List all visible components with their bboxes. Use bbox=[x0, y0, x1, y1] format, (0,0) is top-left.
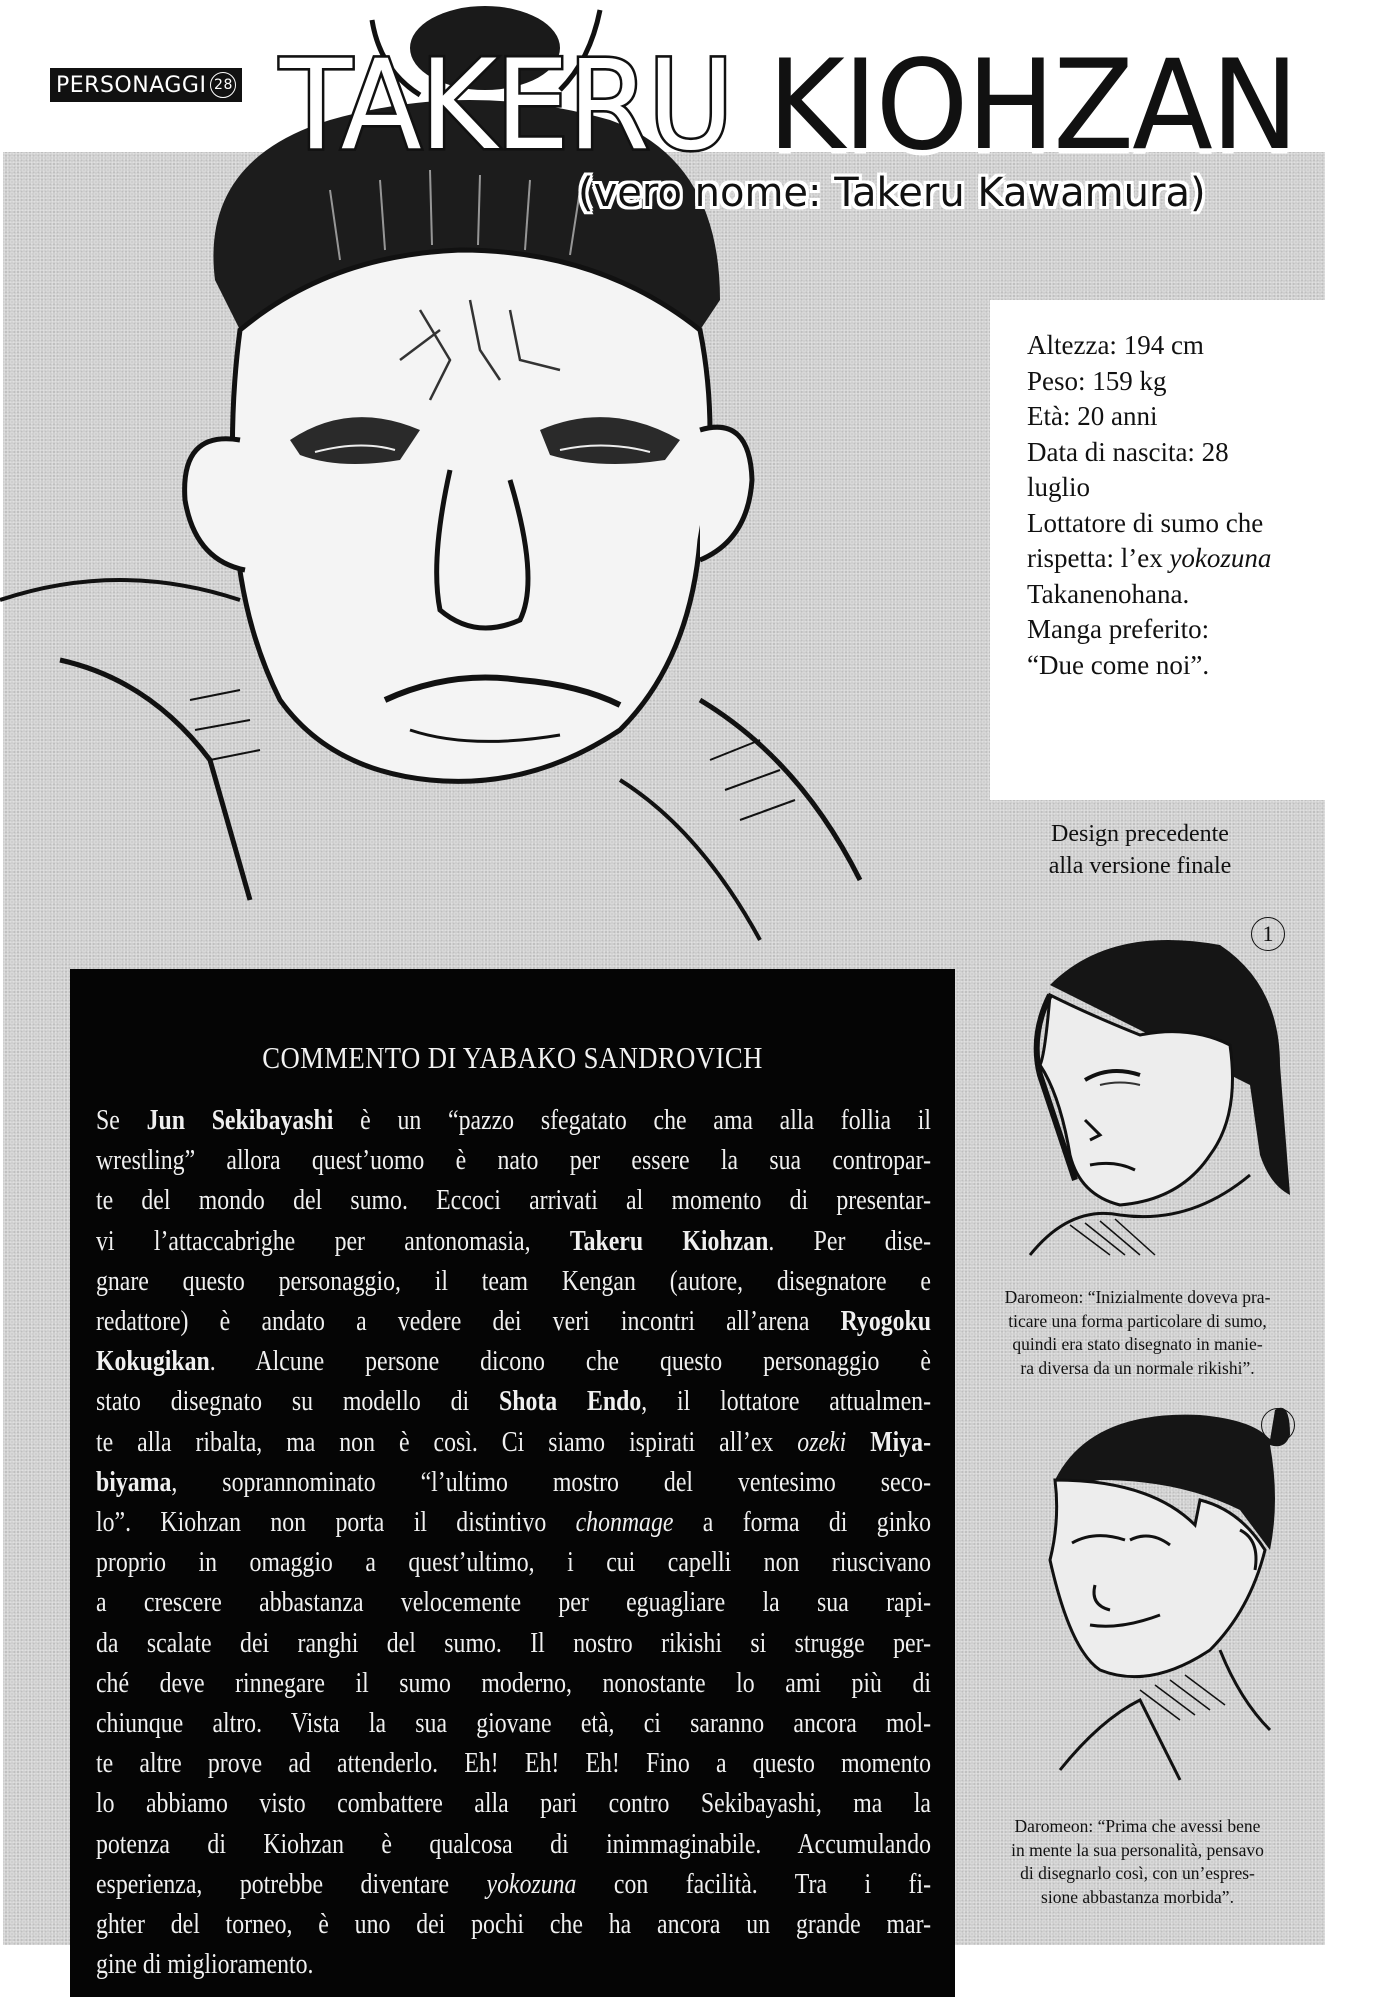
stat-height: Altezza: 194 cm bbox=[1027, 330, 1204, 360]
commentary-line: biyama, soprannominato “l’ultimo mostro del ventesimo seco- bbox=[96, 1466, 931, 1498]
commentary-line: da scalate dei ranghi del sumo. Il nostro rikishi si strugge per- bbox=[96, 1627, 931, 1659]
caption-1-line-1: Daromeon: “Inizialmente doveva pra- bbox=[1004, 1287, 1271, 1307]
caption-1-line-2: ticare una forma particolare di sumo, bbox=[1008, 1310, 1267, 1331]
caption-1-line-4: ra diversa da un normale rikishi”. bbox=[1020, 1357, 1255, 1378]
commentary-line: lo”. Kiohzan non porta il distintivo chonmage a forma di ginko bbox=[96, 1507, 931, 1539]
commentary-line: gine di miglioramento. bbox=[96, 1949, 314, 1981]
stat-weight: Peso: 159 kg bbox=[1027, 365, 1167, 396]
stat-birthday: Data di nascita: 28 bbox=[1027, 436, 1229, 467]
stat-birthday-cont: luglio bbox=[1027, 472, 1091, 502]
early-designs-heading-line2: alla versione finale bbox=[1048, 853, 1232, 879]
commentary-line: lo abbiamo visto combattere alla pari contro Sekibayashi, ma la bbox=[96, 1788, 931, 1820]
stat-manga: Manga preferito: bbox=[1027, 614, 1210, 644]
caption-2-line-1: Daromeon: “Prima che avessi bene bbox=[1014, 1816, 1261, 1836]
commentary-line: ché deve rinnegare il sumo moderno, nonostante lo ami più di bbox=[96, 1667, 931, 1699]
commentary-line: te alla ribalta, ma non è così. Ci siamo ispirati all’ex ozeki Miya- bbox=[96, 1426, 931, 1458]
commentary-body bbox=[96, 1101, 931, 1985]
commentary-line: redattore) è andato a vedere dei veri incontri all’arena Ryogoku bbox=[96, 1306, 931, 1338]
stat-manga-title: “Due come noi”. bbox=[1027, 649, 1210, 680]
early-design-caption-1 bbox=[965, 1286, 1310, 1380]
commentary-line: a crescere abbastanza velocemente per eguagliare la sua rapi- bbox=[96, 1587, 931, 1619]
series-label: PERSONAGGI bbox=[56, 72, 207, 98]
stat-respected: Lottatore di sumo che bbox=[1027, 507, 1264, 538]
early-designs-heading-line1: Design precedente bbox=[1051, 821, 1229, 847]
design-number-1: 1 bbox=[1251, 917, 1285, 951]
commentary-line: esperienza, potrebbe diventare yokozuna con facilità. Tra i fi- bbox=[96, 1868, 931, 1900]
caption-2-line-4: sione abbastanza morbida”. bbox=[1041, 1886, 1234, 1907]
caption-2-line-3: di disegnarlo così, con un’espres- bbox=[1020, 1863, 1255, 1883]
commentary-title: COMMENTO DI YABAKO SANDROVICH bbox=[262, 1040, 763, 1075]
commentary-line: wrestling” allora quest’uomo è nato per essere la sua contropar- bbox=[96, 1145, 931, 1177]
early-design-sketch-1 bbox=[990, 925, 1300, 1275]
commentary-line: Se Jun Sekibayashi è un “pazzo sfegatato che ama alla follia il bbox=[96, 1105, 932, 1136]
commentary-line: stato disegnato su modello di Shota Endo, il lottatore attualmen- bbox=[96, 1386, 931, 1418]
caption-2-line-2: in mente la sua personalità, pensavo bbox=[1011, 1839, 1264, 1860]
character-name-title bbox=[280, 32, 1298, 178]
commentary-line: gnare questo personaggio, il team Kengan (autore, disegnatore e bbox=[96, 1265, 931, 1297]
real-name-subtitle: (vero nome: Takeru Kawamura) bbox=[578, 170, 1206, 216]
character-first-name: TAKERU bbox=[280, 32, 732, 178]
commentary-line: ghter del torneo, è uno dei pochi che ha ancora un grande mar- bbox=[96, 1909, 931, 1941]
character-last-name: KIOHZAN bbox=[731, 32, 1298, 178]
commentary-line: te altre prove ad attenderlo. Eh! Eh! Eh! Fino a questo momento bbox=[96, 1748, 931, 1780]
series-badge bbox=[50, 68, 242, 102]
commentary-line: proprio in omaggio a quest’ultimo, i cui capelli non riuscivano bbox=[96, 1547, 931, 1579]
commentary-line: vi l’attaccabrighe per antonomasia, Takeru Kiohzan. Per dise- bbox=[96, 1225, 931, 1257]
stat-respected-name: Takanenohana. bbox=[1027, 578, 1190, 609]
caption-1-line-3: quindi era stato disegnato in manie- bbox=[1012, 1334, 1263, 1354]
commentary-line: Kokugikan. Alcune persone dicono che questo personaggio è bbox=[96, 1346, 931, 1378]
commentary-line: te del mondo del sumo. Eccoci arrivati al momento di presentar- bbox=[96, 1185, 931, 1217]
early-design-caption-2 bbox=[965, 1815, 1310, 1909]
early-design-sketch-2 bbox=[1000, 1400, 1290, 1790]
commentary-line: potenza di Kiohzan è qualcosa di inimmaginabile. Accumulando bbox=[96, 1828, 931, 1860]
commentary-line: chiunque altro. Vista la sua giovane età, ci saranno ancora mol- bbox=[96, 1708, 931, 1740]
early-designs-heading bbox=[1020, 818, 1260, 882]
stat-age: Età: 20 anni bbox=[1027, 401, 1158, 431]
profile-stats-list bbox=[1027, 328, 1271, 683]
series-number: 28 bbox=[210, 72, 236, 98]
stat-respected-cont: rispetta: l’ex yokozuna bbox=[1027, 543, 1272, 573]
